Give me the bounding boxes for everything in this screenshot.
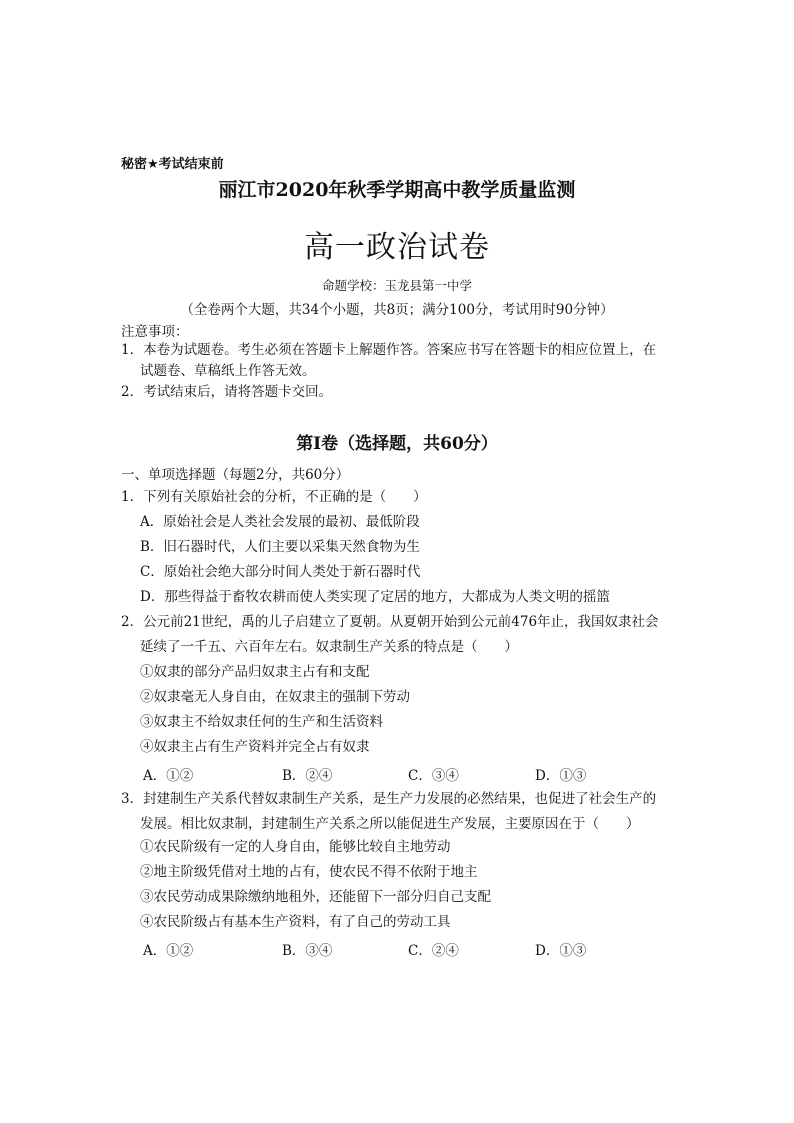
part-title: 一、单项选择题（每题2分，共60分） (121, 467, 350, 483)
question-2-item-4: ④奴隶主占有生产资料并完全占有奴隶 (140, 739, 370, 755)
question-1-stem: 1．下列有关原始社会的分析，不正确的是（ ） (121, 489, 427, 505)
question-3-choice-b: B．③④ (282, 943, 333, 959)
exam-title: 丽江市2020年秋季学期高中教学质量监测 (218, 179, 576, 201)
question-3-choice-c: C．②④ (408, 943, 459, 959)
question-2-item-3: ③奴隶主不给奴隶任何的生产和生活资料 (140, 714, 383, 730)
section-title: 第Ⅰ卷（选择题，共60分） (296, 434, 498, 454)
notice-item-2: 2．考试结束后，请将答题卡交回。 (121, 384, 333, 400)
notice-item-1: 1．本卷为试题卷。考生必须在答题卡上解题作答。答案应书写在答题卡的相应位置上，在 (121, 342, 657, 358)
notice-heading: 注意事项： (121, 324, 189, 340)
question-1-option-c: C．原始社会绝大部分时间人类处于新石器时代 (140, 564, 421, 580)
question-1-option-d: D．那些得益于畜牧农耕而使人类实现了定居的地方，大都成为人类文明的摇篮 (140, 589, 610, 605)
question-2-choice-b: B．②④ (282, 768, 333, 784)
question-3-item-4: ④农民阶级占有基本生产资料，有了自己的劳动工具 (140, 914, 451, 930)
question-2-stem: 2．公元前21世纪，禹的儿子启建立了夏朝。从夏朝开始到公元前476年止，我国奴隶社会 (121, 614, 659, 630)
question-3-choice-d: D．①③ (535, 943, 587, 959)
question-3-item-2: ②地主阶级凭借对土地的占有，使农民不得不依附于地主 (140, 864, 478, 880)
author-school: 命题学校：玉龙县第一中学 (321, 278, 472, 293)
question-3-stem: 3．封建制生产关系代替奴隶制生产关系，是生产力发展的必然结果，也促进了社会生产的 (121, 791, 657, 807)
exam-info: （全卷两个大题，共34个小题，共8页；满分100分，考试用时90分钟） (180, 302, 614, 318)
question-3-item-1: ①农民阶级有一定的人身自由，能够比较自主地劳动 (140, 839, 451, 855)
question-1-option-b: B．旧石器时代，人们主要以采集天然食物为生 (140, 539, 420, 555)
question-2-choice-a: A．①② (143, 768, 194, 784)
notice-item-1-cont: 试题卷、草稿纸上作答无效。 (140, 363, 316, 379)
question-3-choice-a: A．①② (143, 943, 194, 959)
question-2-stem-cont: 延续了一千五、六百年左右。奴隶制生产关系的特点是（ ） (140, 639, 518, 655)
question-2-choice-c: C．③④ (408, 768, 459, 784)
question-1-option-a: A．原始社会是人类社会发展的最初、最低阶段 (140, 514, 420, 530)
subject-title: 高一政治试卷 (304, 230, 490, 265)
question-2-choice-d: D．①③ (535, 768, 587, 784)
question-2-item-2: ②奴隶毫无人身自由，在奴隶主的强制下劳动 (140, 689, 410, 705)
confidential-mark: 秘密★考试结束前 (121, 157, 224, 172)
question-3-stem-cont: 发展。相比奴隶制，封建制生产关系之所以能促进生产发展，主要原因在于（ ） (140, 816, 640, 832)
question-3-item-3: ③农民劳动成果除缴纳地租外，还能留下一部分归自己支配 (140, 889, 491, 905)
question-2-item-1: ①奴隶的部分产品归奴隶主占有和支配 (140, 664, 370, 680)
